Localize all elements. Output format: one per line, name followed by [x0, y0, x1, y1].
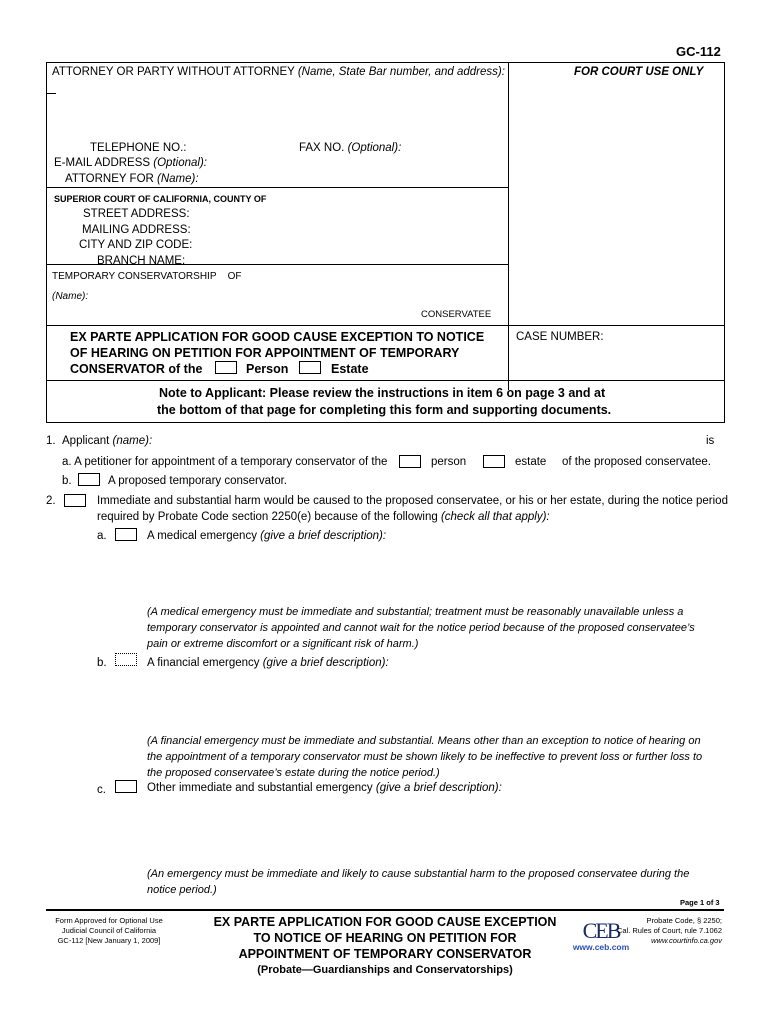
branch-label: BRANCH NAME:: [97, 255, 186, 267]
case-number-label: CASE NUMBER:: [516, 331, 604, 343]
footer-right: Probate Code, § 2250; Cal. Rules of Court, rule 7.1062 www.courtinfo.ca.gov: [616, 916, 722, 945]
item1a-person-checkbox[interactable]: [399, 455, 421, 468]
item1a-estate-label: estate: [515, 456, 547, 468]
item2-line1: Immediate and substantial harm would be caused to the proposed conservatee, or his or her estate, during the notice period: [97, 495, 728, 507]
item2a-note: (A medical emergency must be immediate and substantial; treatment must be reasonably unavailable unless a temporary conservator is appointed and cannot wait for the notice period because of the proposed conservatee’s pain or extreme discomfort or a significant risk of harm.): [147, 606, 695, 650]
item2b-letter: b.: [97, 657, 107, 669]
court-use-label: FOR COURT USE ONLY: [574, 66, 704, 78]
ceb-logo-mark: CEB: [582, 918, 620, 943]
attorney-label: ATTORNEY OR PARTY WITHOUT ATTORNEY (Name, State Bar number, and address):: [52, 66, 505, 78]
street-label: STREET ADDRESS:: [83, 208, 190, 220]
item2c-note: (An emergency must be immediate and likely to cause substantial harm to the proposed conservatee during the notice period.): [147, 868, 690, 896]
item1a-end: of the proposed conservatee.: [562, 456, 711, 468]
item1-is: is: [706, 435, 715, 447]
email-label: E-MAIL ADDRESS (Optional):: [54, 157, 207, 169]
item1a-estate-checkbox[interactable]: [483, 455, 505, 468]
fax-label: FAX NO. (Optional):: [299, 142, 402, 154]
attorney-name-mark: [46, 93, 56, 94]
item2-number: 2.: [46, 495, 56, 507]
divider-note: [46, 380, 724, 381]
title-person-label: Person: [246, 362, 289, 376]
note-line2: the bottom of that page for completing this form and supporting documents.: [157, 403, 612, 417]
item2b-checkbox[interactable]: [115, 653, 137, 666]
item2c-checkbox[interactable]: [115, 780, 137, 793]
ceb-url: www.ceb.com: [572, 942, 630, 952]
footer-rule: [46, 909, 724, 911]
form-id: GC-112: [676, 44, 721, 59]
item1-label: Applicant (name):: [62, 435, 153, 447]
title-estate-checkbox[interactable]: [299, 361, 321, 374]
court-title: SUPERIOR COURT OF CALIFORNIA, COUNTY OF: [54, 194, 267, 204]
item1b-text: A proposed temporary conservator.: [108, 475, 287, 487]
title-person-checkbox[interactable]: [215, 361, 237, 374]
caption-divider-vertical: [508, 62, 509, 390]
item2a-letter: a.: [97, 530, 107, 542]
form-title-line1: EX PARTE APPLICATION FOR GOOD CAUSE EXCEPTION TO NOTICE: [70, 330, 485, 344]
divider-title: [46, 325, 724, 326]
page-number: Page 1 of 3: [680, 898, 720, 907]
item1b-checkbox[interactable]: [78, 473, 100, 486]
item1-number: 1.: [46, 435, 56, 447]
item2-line2: required by Probate Code section 2250(e) because of the following (check all that apply):: [97, 511, 550, 523]
item2-checkbox[interactable]: [64, 494, 86, 507]
form-title-line3: CONSERVATOR of the: [70, 362, 203, 376]
footer-title: EX PARTE APPLICATION FOR GOOD CAUSE EXCEPTION TO NOTICE OF HEARING ON PETITION FOR APPOINTMENT OF TEMPORARY CONSERVATOR (Probate—Guardianships and Conservatorships): [213, 915, 557, 976]
item1a-person-label: person: [431, 456, 467, 468]
title-estate-label: Estate: [331, 362, 369, 376]
footer-left: Form Approved for Optional Use Judicial Council of California GC-112 [New January 1, 2009]: [55, 916, 163, 945]
item1a-text: a. A petitioner for appointment of a temporary conservator of the: [62, 456, 388, 468]
item2a-text: A medical emergency (give a brief description):: [147, 530, 387, 542]
item2b-text: A financial emergency (give a brief description):: [147, 657, 389, 669]
telephone-label: TELEPHONE NO.:: [90, 142, 187, 154]
item2c-letter: c.: [97, 784, 106, 796]
mailing-label: MAILING ADDRESS:: [82, 224, 191, 236]
conservatorship-label: TEMPORARY CONSERVATORSHIP OF: [52, 271, 242, 282]
conservatee-name-hint: (Name):: [52, 291, 89, 302]
attorney-for-label: ATTORNEY FOR (Name):: [65, 173, 199, 185]
conservatee-label: CONSERVATEE: [421, 309, 492, 320]
item2c-text: Other immediate and substantial emergency (give a brief description):: [147, 782, 502, 794]
item2b-note: (A financial emergency must be immediate and substantial. Means other than an exception to notice of hearing on the appointment of a temporary conservator must be shown likely to be ineffective to prevent loss or further loss to the proposed conservatee’s estate during the notice period.): [147, 735, 703, 779]
form-title-line2: OF HEARING ON PETITION FOR APPOINTMENT OF TEMPORARY: [70, 346, 460, 360]
item2a-checkbox[interactable]: [115, 528, 137, 541]
note-line1: Note to Applicant: Please review the instructions in item 6 on page 3 and at: [159, 386, 606, 400]
divider-attorney: [46, 187, 509, 188]
item1b-letter: b.: [62, 475, 72, 487]
city-label: CITY AND ZIP CODE:: [79, 239, 193, 251]
